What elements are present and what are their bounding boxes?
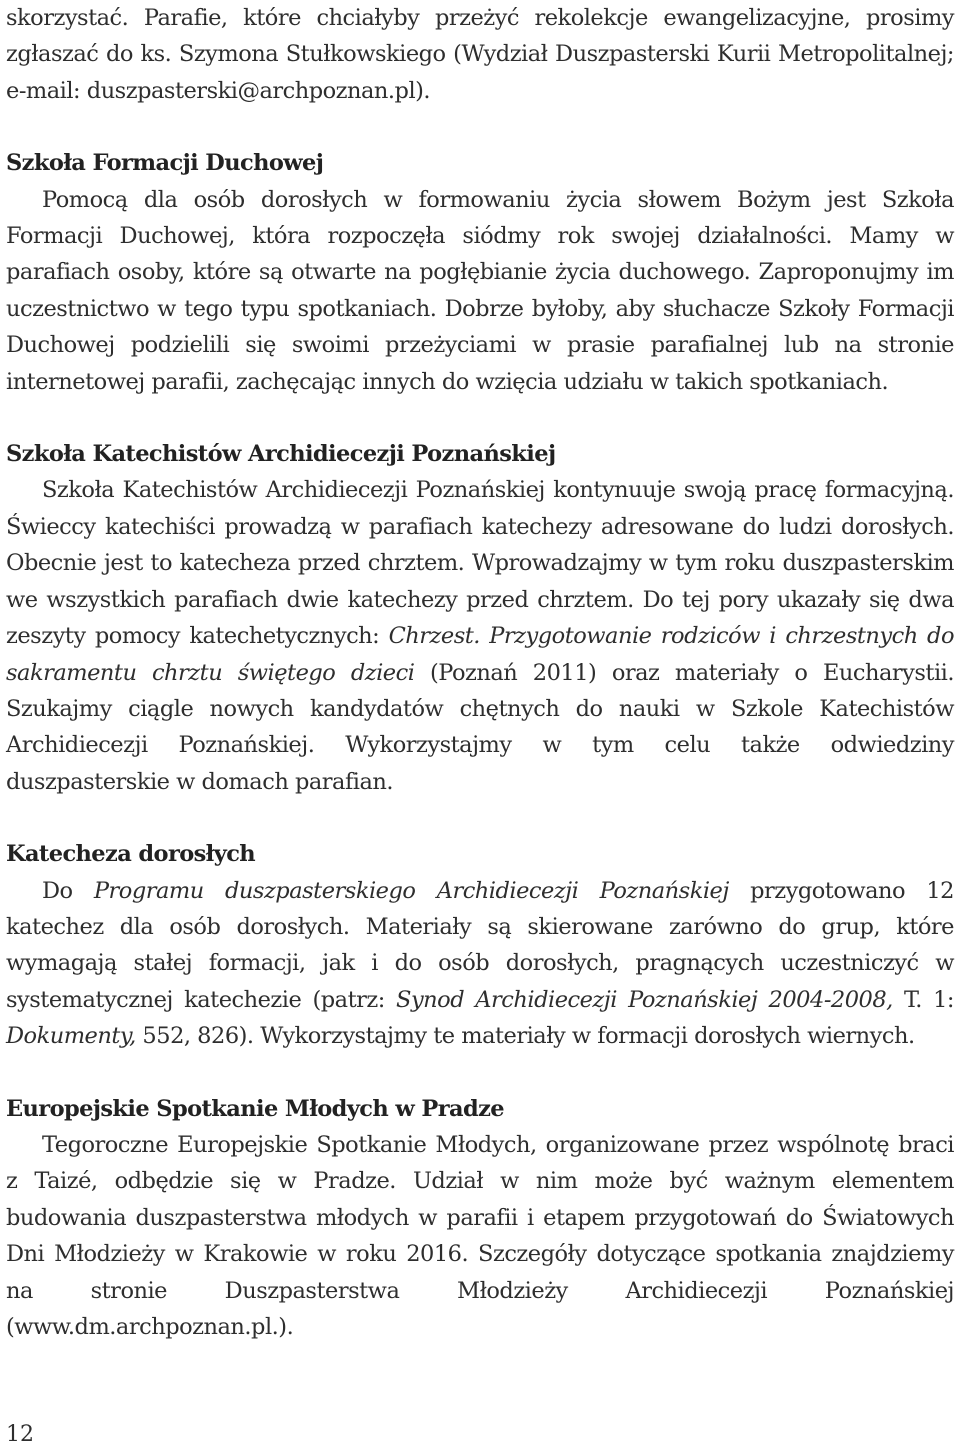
body-text: Szkoła Katechistów Archidiecezji Poznańskiej kontynuuje swoją pracę formacyjną. Świeccy katechiści prowadzą w parafiach katechezy adresowane do ludzi dorosłych. Obecnie jest to katecheza przed chrztem. Wprowadzajmy w tym roku duszpasterskim we wszystkich parafiach dwie katechezy przed chrztem. Do tej pory ukazały się dwa zeszyty pomocy katechetycznych: (6, 477, 954, 650)
document-page (6, 0, 954, 1345)
section-body: Pomocą dla osób dorosłych w formowaniu życia słowem Bożym jest Szkoła Formacji Duchowej, która rozpoczęła siódmy rok swojej działalności. Mamy w parafiach osoby, które są otwarte na pogłębianie życia duchowego. Zaproponujmy im uczestnictwo w tego typu spotkaniach. Dobrze byłoby, aby słuchacze Szkoły Formacji Duchowej podzielili się swoimi przeżyciami w prasie parafialnej lub na stronie internetowej parafii, zachęcając innych do wzięcia udziału w takich spotkaniach. (6, 186, 954, 395)
body-text: 552, 826). Wykorzystajmy te materiały w formacji dorosłych wiernych. (135, 1023, 915, 1050)
section-europejskie-spotkanie (6, 1091, 954, 1346)
body-text: przygotowano 12 katechez dla osób dorosłych. Materiały są skierowane zarówno do grup, które wymagają stałej formacji, jak i do osób dorosłych, pragnących uczestniczyć w systematycznej katechezie (patrz: (6, 877, 954, 1013)
section-szkola-katechistow (6, 436, 954, 800)
program-title: Programu duszpasterskiego Archidiecezji Poznańskiej (93, 877, 729, 904)
documents-title: Dokumenty, (6, 1023, 136, 1050)
section-szkola-formacji (6, 145, 954, 400)
section-body (6, 873, 954, 1055)
section-heading: Katecheza dorosłych (6, 841, 256, 868)
body-text: (Poznań 2011) oraz materiały o Eucharystii. Szukajmy ciągle nowych kandydatów chętnych do nauki w Szkole Katechistów Archidiecezji Poznańskiej. Wykorzystajmy w tym celu także odwiedziny duszpasterskie w domach parafian. (6, 659, 954, 795)
section-heading: Europejskie Spotkanie Młodych w Pradze (6, 1095, 504, 1122)
body-text: Do (42, 877, 94, 904)
section-heading: Szkoła Katechistów Archidiecezji Poznańskiej (6, 441, 556, 468)
book-title: Chrzest. Przygotowanie rodziców i chrzestnych do sakramentu chrztu świętego dzieci (6, 623, 954, 686)
section-body: Tegoroczne Europejskie Spotkanie Młodych, organizowane przez wspólnotę braci z Taizé, odbędzie się w Pradze. Udział w nim może być ważnym elementem budowania duszpasterstwa młodych w parafii i etapem przygotowań do Światowych Dni Młodzieży w Krakowie w roku 2016. Szczegóły dotyczące spotkania znajdziemy na stronie Duszpasterstwa Młodzieży Archidiecezji Poznańskiej (www.dm.archpoznan.pl.). (6, 1131, 954, 1340)
section-katecheza-doroslych (6, 836, 954, 1054)
synod-title: Synod Archidiecezji Poznańskiej 2004-2008, (396, 986, 893, 1013)
intro-paragraph: skorzystać. Parafie, które chciałyby przeżyć rekolekcje ewangelizacyjne, prosimy zgłaszać do ks. Szymona Stułkowskiego (Wydział Duszpasterski Kurii Metropolitalnej; e-mail: duszpasterski@archpoznan.pl). (6, 5, 954, 104)
body-text: T. 1: (892, 986, 955, 1013)
section-heading: Szkoła Formacji Duchowej (6, 150, 324, 177)
section-body (6, 472, 954, 800)
page-number: 12 (6, 1422, 34, 1447)
